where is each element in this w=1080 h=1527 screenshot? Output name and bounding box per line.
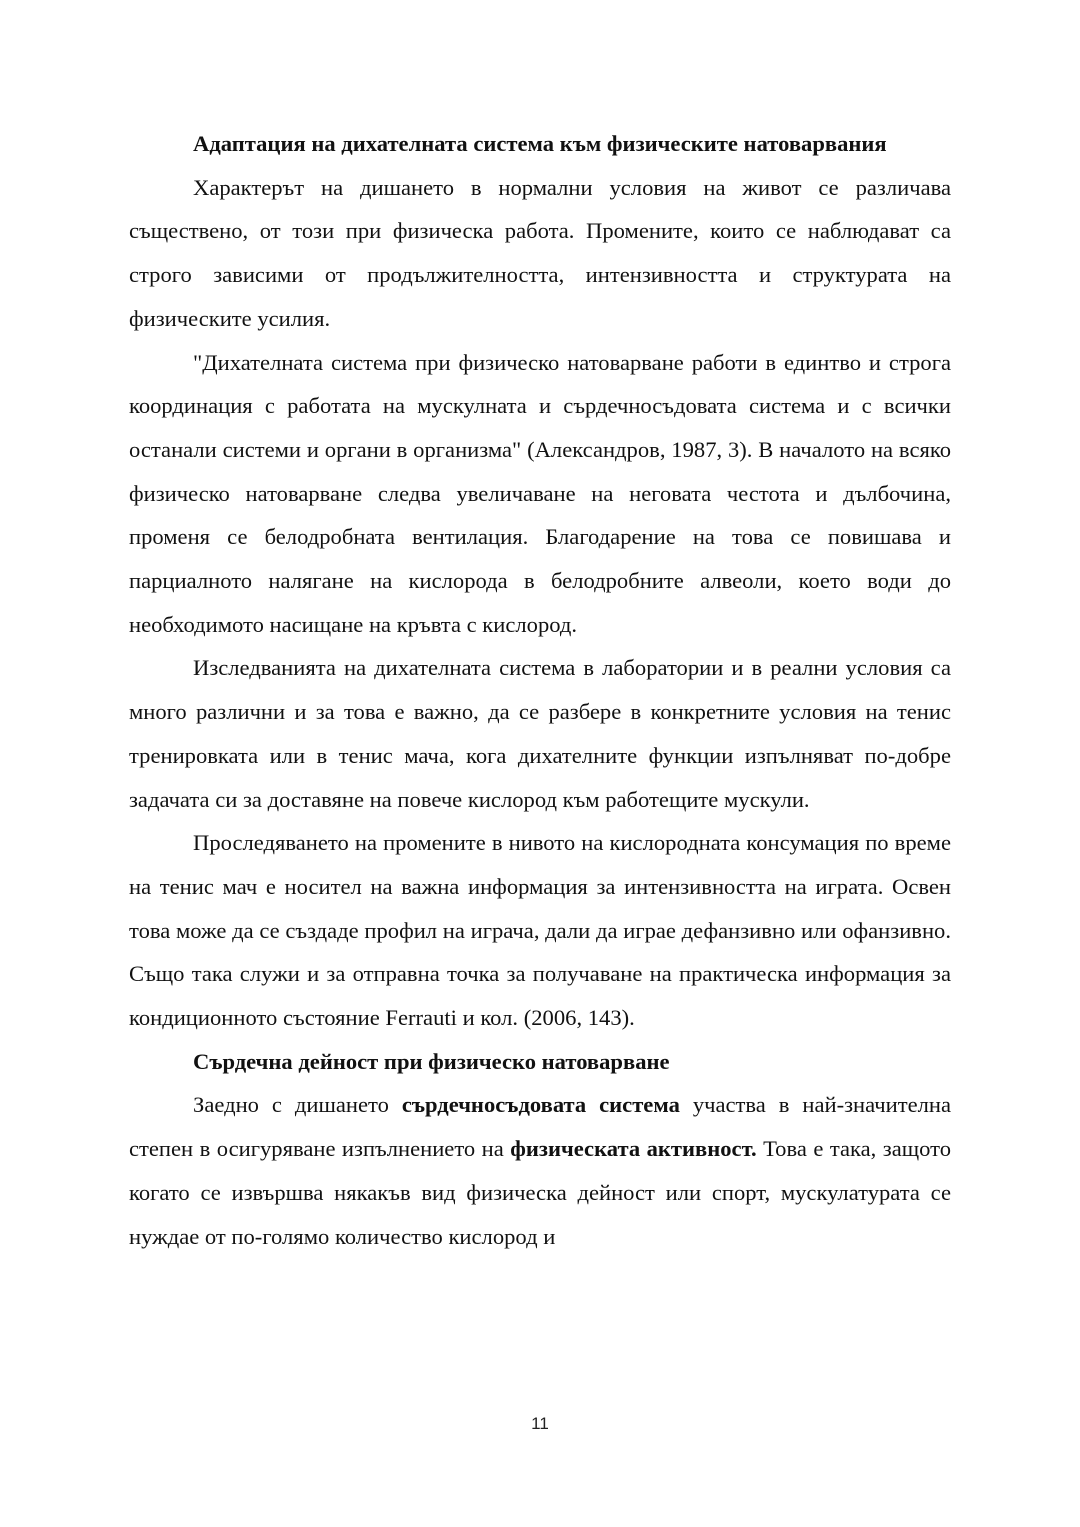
paragraph-text: Заедно с дишането [193, 1092, 402, 1118]
section-heading-breathing: Адаптация на дихателната система към физическите натоварвания [193, 131, 887, 156]
paragraph-cardiovascular [129, 1083, 951, 1258]
page-number: 11 [531, 1414, 549, 1433]
paragraph-oxygen-consumption: Проследяването на промените в нивото на кислородната консумация по време на тенис мач е носител на важна информация за интензивността на играта. Освен това може да се създаде профил на играча, дали да играе дефанзивно или офанзивно. Също така служи и за отправна точка за получаване на практическа информация за кондиционното състояние Ferrauti и кол. (2006, 143). [129, 830, 951, 1031]
paragraph-text: участва в най-значителна степен в осигуряване изпълнението на [129, 1092, 951, 1162]
paragraph-respiratory-research: Изследванията на дихателната система в лаборатории и в реални условия са много различни и за това е важно, да се разбере в конкретните условия на тенис тренировката или в тенис мача, кога дихателните функции изпълняват по-добре задачата си за доставяне на повече кислород към работещите мускули. [129, 655, 951, 812]
bold-term-physical-activity: физическата активност. [510, 1136, 757, 1162]
page-body [129, 122, 951, 1258]
bold-term-cardiovascular-system: сърдечносъдовата система [401, 1092, 680, 1118]
paragraph-respiratory-coordination: "Дихателната система при физическо натоварване работи в единтво и строга координация с работата на мускулната и сърдечносъдовата система и с всички останали системи и органи в организма" (Александров, 1987, 3). В началото на всяко физическо натоварване следва увеличаване на неговата честота и дълбочина, променя се белодробната вентилация. Благодарение на това се повишава и парциалното налягане на кислорода в белодробните алвеоли, което води до необходимото насищане на кръвта с кислород. [129, 349, 951, 637]
section-heading-cardiac: Сърдечна дейност при физическо натоварване [193, 1048, 670, 1074]
paragraph-text: Това е така, защото когато се извършва някакъв вид физическа дейност или спорт, мускулатурата се нуждае от по-голямо количество кислород и [129, 1136, 951, 1249]
paragraph-breathing-character: Характерът на дишането в нормални условия на живот се различава съществено, от този при физическа работа. Промените, които се наблюдават са строго зависими от продължителността, интензивността и структурата на физическите усилия. [129, 174, 951, 331]
